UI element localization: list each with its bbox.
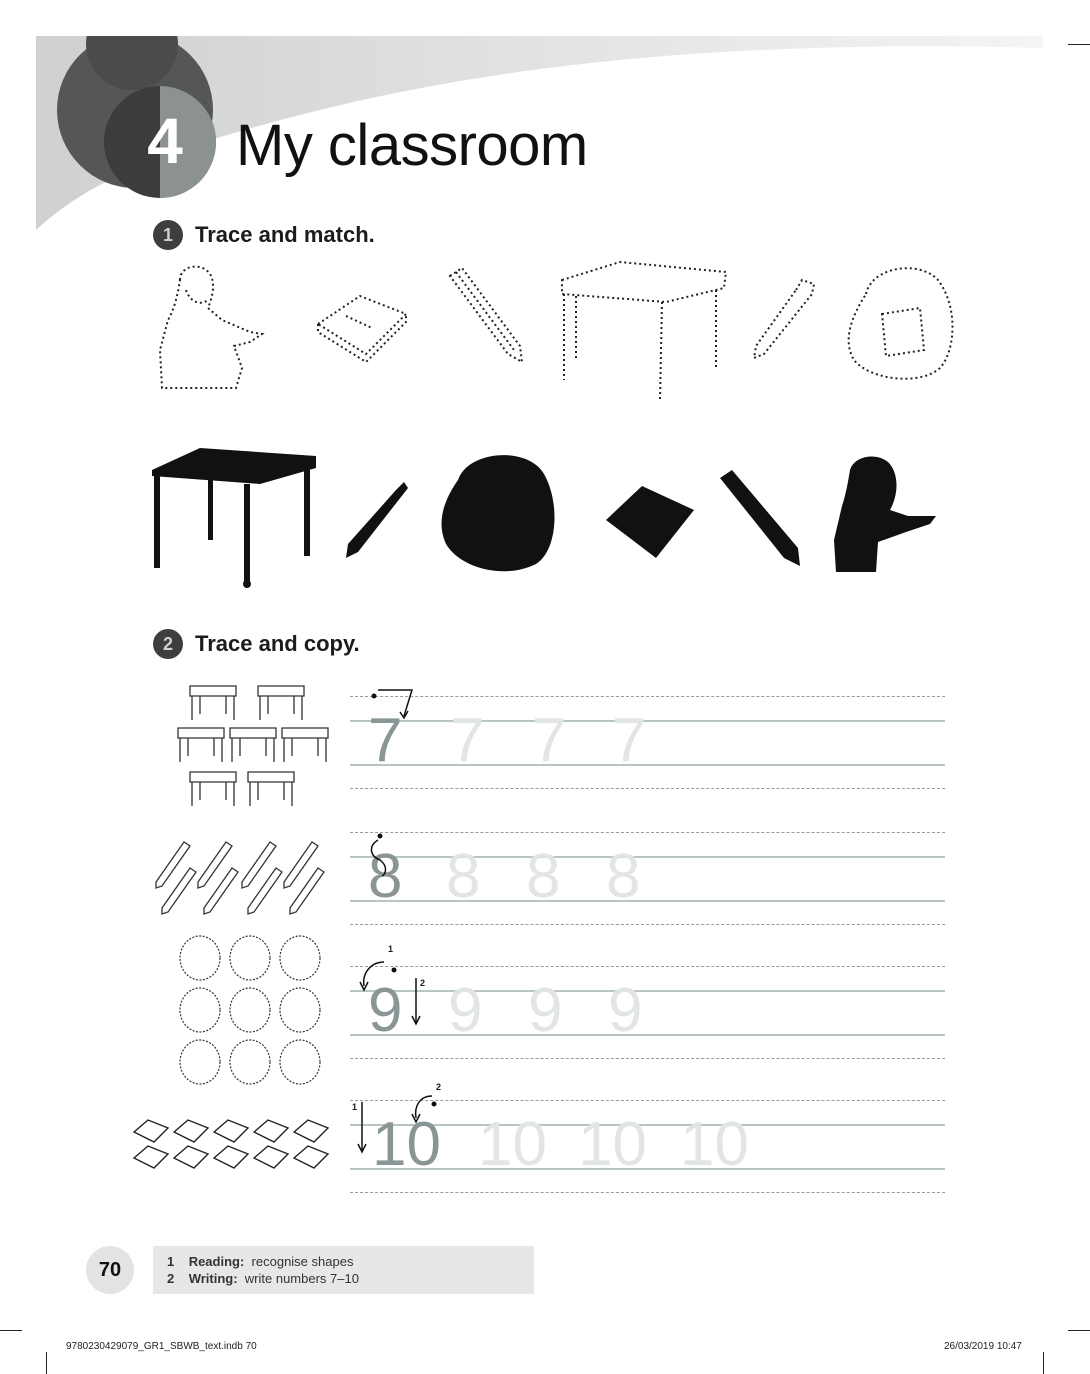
stroke-arrow-icon — [360, 830, 400, 880]
trace-row-8[interactable] — [350, 832, 945, 924]
note-number: 2 — [167, 1271, 175, 1286]
unit-number: 4 — [147, 105, 183, 177]
model-digit: 7 — [368, 706, 403, 775]
crop-mark — [46, 1352, 47, 1374]
trace-digit[interactable]: 9 — [448, 976, 483, 1045]
pencils-group — [150, 834, 330, 918]
model-digit: 10 — [372, 1110, 441, 1179]
tables-group — [170, 676, 340, 816]
stroke-arrow-icon — [354, 956, 434, 1036]
dotted-outlines-row — [150, 250, 960, 410]
trace-digit[interactable]: 9 — [608, 976, 643, 1045]
trace-digit[interactable]: 8 — [526, 842, 561, 911]
note-text: recognise shapes — [251, 1254, 354, 1269]
stroke-label: 1 — [352, 1102, 358, 1112]
model-digit: 9 — [368, 976, 403, 1045]
trace-digit[interactable]: 8 — [606, 842, 641, 911]
footer-notes — [153, 1246, 534, 1294]
crop-mark — [1068, 1330, 1090, 1331]
schoolbags-group — [170, 930, 330, 1090]
stroke-arrow-icon — [368, 688, 418, 728]
footer-note-1 — [167, 1254, 353, 1269]
page-title: My classroom — [236, 113, 588, 178]
crop-mark — [1043, 1352, 1044, 1374]
trace-row-9[interactable] — [350, 944, 945, 1058]
teacher-icon — [834, 456, 936, 572]
trace-digit[interactable]: 7 — [532, 706, 567, 775]
book-icon — [318, 296, 406, 362]
exercise-instruction: Trace and copy. — [195, 631, 360, 656]
teacher-icon — [160, 267, 262, 388]
note-label: Reading: — [188, 1254, 245, 1269]
pencil-icon — [720, 470, 800, 566]
trace-digit[interactable]: 9 — [528, 976, 563, 1045]
trace-digit[interactable]: 10 — [578, 1110, 647, 1179]
books-group — [128, 1110, 348, 1180]
pen-icon — [346, 482, 408, 558]
pencil-icon — [450, 268, 522, 362]
trace-digit[interactable]: 7 — [612, 706, 647, 775]
table-icon — [152, 448, 316, 588]
exercise-instruction: Trace and match. — [195, 222, 375, 247]
schoolbag-icon — [442, 455, 555, 571]
crop-mark — [0, 1330, 22, 1331]
silhouettes-row — [148, 440, 948, 600]
stroke-arrow-icon — [354, 1088, 444, 1158]
stroke-label: 2 — [420, 978, 426, 988]
footer-note-2 — [167, 1271, 359, 1286]
exercise-number-badge: 1 — [153, 220, 183, 250]
page-number: 70 — [86, 1246, 134, 1294]
trace-digit[interactable]: 8 — [446, 842, 481, 911]
imprint-right: 26/03/2019 10:47 — [944, 1341, 1022, 1352]
trace-digit[interactable]: 10 — [478, 1110, 547, 1179]
schoolbag-icon — [849, 268, 953, 379]
trace-row-10[interactable] — [350, 1082, 945, 1192]
pen-icon — [754, 280, 814, 358]
stroke-label: 2 — [436, 1082, 442, 1092]
exercise-1-heading — [153, 220, 375, 250]
imprint-left: 9780230429079_GR1_SBWB_text.indb 70 — [66, 1341, 257, 1352]
note-number: 1 — [167, 1254, 175, 1269]
book-icon — [606, 486, 694, 558]
trace-digit[interactable]: 7 — [450, 706, 485, 775]
trace-digit[interactable]: 10 — [680, 1110, 749, 1179]
table-icon — [562, 262, 726, 400]
model-digit: 8 — [368, 842, 403, 911]
note-label: Writing: — [188, 1271, 238, 1286]
exercise-number-badge: 2 — [153, 629, 183, 659]
note-text: write numbers 7–10 — [244, 1271, 359, 1286]
exercise-2-heading — [153, 629, 360, 659]
trace-row-7[interactable] — [350, 696, 945, 788]
stroke-label: 1 — [388, 944, 394, 954]
